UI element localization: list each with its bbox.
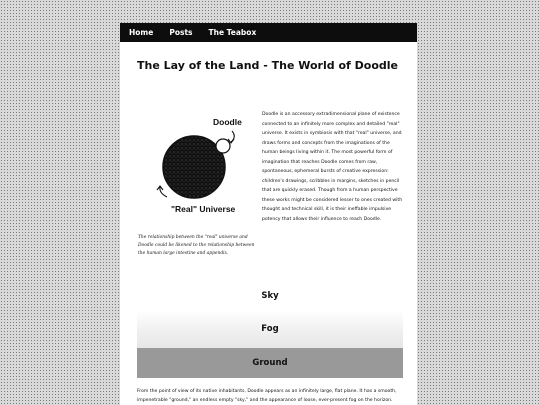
sky-label: Sky bbox=[261, 290, 279, 301]
universe-arrow bbox=[160, 187, 167, 197]
nav-home-link[interactable]: Home bbox=[129, 28, 154, 37]
doodle-label: Doodle bbox=[213, 117, 242, 127]
page-title: The Lay of the Land - The World of Doodle bbox=[137, 59, 398, 72]
figure-caption: The relationship between the "real" universe and Doodle could be likened to the relationship between the human large intestine and appendix. bbox=[138, 235, 255, 256]
nav-teabox-link[interactable]: The Teabox bbox=[208, 28, 257, 37]
intro-paragraph: Doodle is an accessory extradimensional plane of existence connected to an infinitely more complex and detailed "real" universe. It exists in symbiosis with that "real" universe, and draws forms and concepts from the imaginations of the human beings living within it. The most powerful form of imagination that reaches Doodle comes from raw, spontaneous, ephemeral bursts of creative expression: children's drawings, scribbles in margins, sketches in pencil that are quickly erased. Though from a human perspective these works might be considered lesser to ones created with thought and technical skill, it is their ineffable impulsive potency that allows their influence to reach Doodle. bbox=[262, 112, 403, 222]
ground-layer bbox=[137, 348, 403, 378]
doodle-universe-diagram bbox=[137, 111, 262, 229]
world-layers-diagram bbox=[137, 276, 403, 378]
top-navbar bbox=[120, 23, 417, 42]
world-description-paragraph: From the point of view of its native inhabitants, Doodle appears as an infinitely large, flat plane. It has a smooth, impenetrable "ground," an endless empty "sky," and the appearance of loose, ever-present fog on the horizon. bbox=[137, 389, 397, 403]
doodle-circle bbox=[216, 139, 230, 153]
fog-label: Fog bbox=[261, 324, 279, 334]
nav-posts-link[interactable]: Posts bbox=[169, 28, 193, 37]
fog-layer bbox=[137, 310, 403, 348]
page-container bbox=[120, 23, 417, 405]
sky-layer bbox=[137, 280, 403, 311]
real-universe-label: "Real" Universe bbox=[171, 204, 236, 214]
ground-label: Ground bbox=[252, 358, 288, 368]
